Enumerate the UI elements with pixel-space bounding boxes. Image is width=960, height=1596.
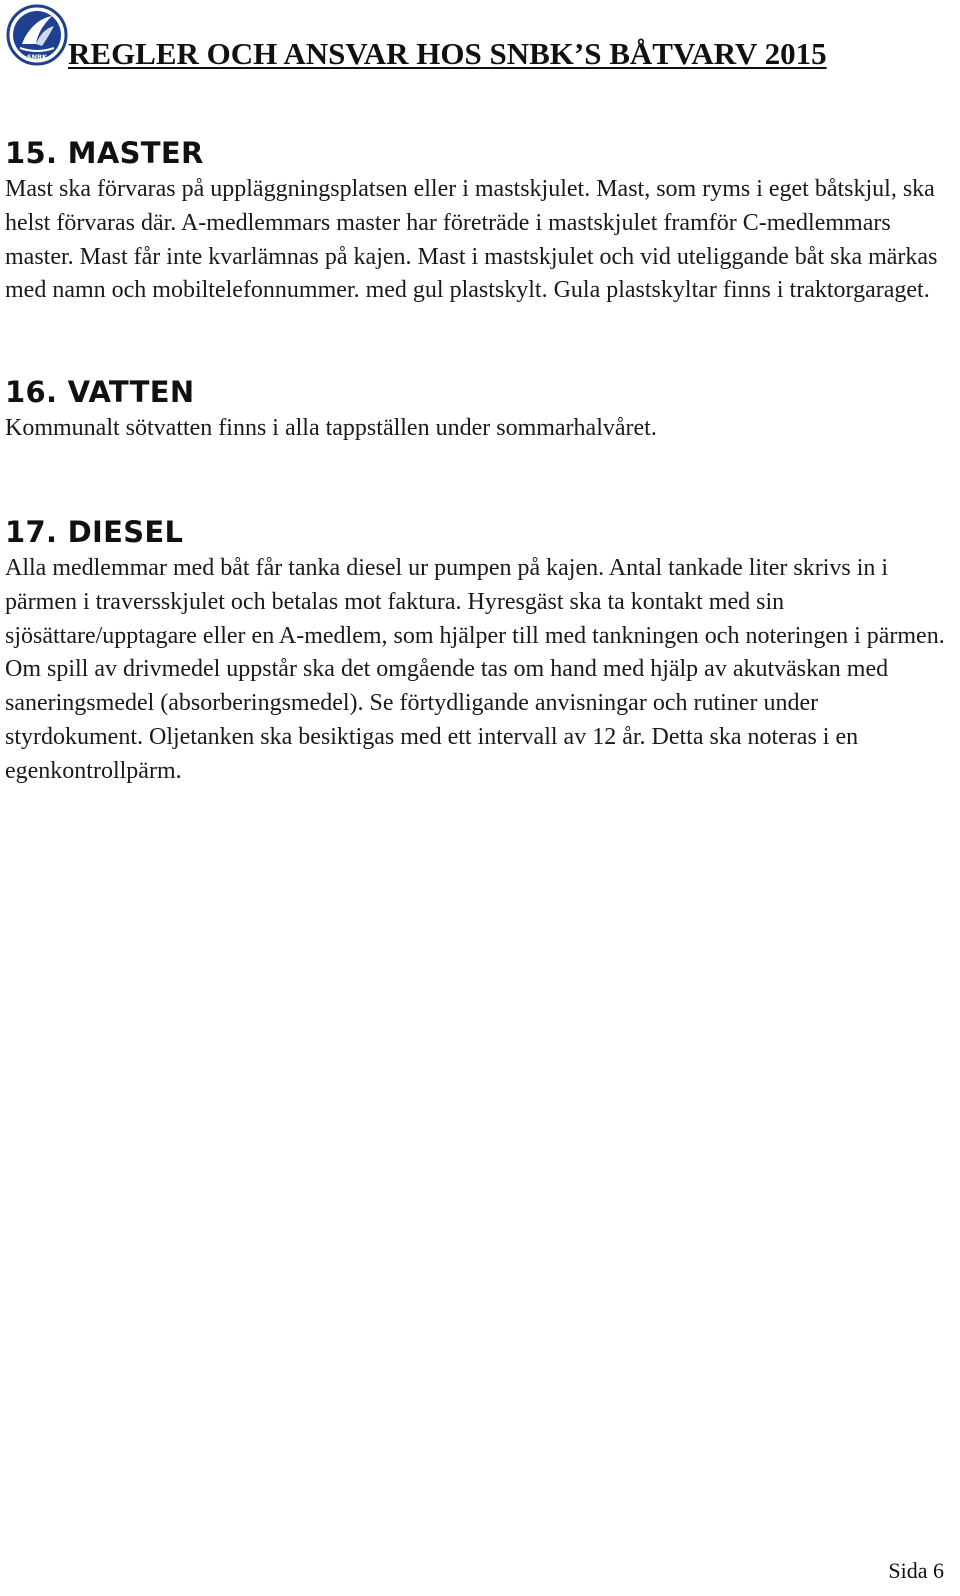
page-number: Sida 6 [888,1558,944,1583]
section-master [5,133,950,308]
section-text-vatten: Kommunalt sötvatten finns i alla tappställen under sommarhalvåret. [5,415,657,442]
club-logo-icon [6,4,68,66]
section-text-master: Mast ska förvaras på uppläggningsplatsen eller i mastskjulet. Mast, som ryms i eget båtskjul, ska helst förvaras där. A-medlemmars master har företräde i mastskjulet framför C-medlemmars master. Mast får inte kvarlämnas på kajen. Mast i mastskjulet och vid uteliggande båt ska märkas med namn och mobiltelefonnummer. med gul plastskylt. Gula plastskyltar finns i traktorgaraget. [5,176,938,304]
document-body [5,133,950,789]
section-text-diesel: Alla medlemmar med båt får tanka diesel ur pumpen på kajen. Antal tankade liter skrivs in i pärmen i traversskjulet och betalas mot faktura. Hyresgäst ska ta kontakt med sin sjösättare/upptagare eller en A-medlem, som hjälper till med tankningen och noteringen i pärmen. Om spill av drivmedel uppstår ska det omgående tas om hand med hjälp av akutväskan med saneringsmedel (absorberingsmedel). Se förtydligande anvisningar och rutiner under styrdokument. Oljetanken ska besiktigas med ett intervall av 12 år. Detta ska noteras i en egenkontrollpärm. [5,554,945,784]
section-heading-master: 15. MASTER [5,136,204,170]
section-vatten [5,372,950,446]
section-heading-diesel: 17. DIESEL [5,514,184,549]
logo-text: SNBK [26,53,48,61]
section-heading-vatten: 16. VATTEN [5,375,195,410]
document-title: REGLER OCH ANSVAR HOS SNBK’S BÅTVARV 2015 [68,36,827,71]
section-diesel [5,512,950,789]
